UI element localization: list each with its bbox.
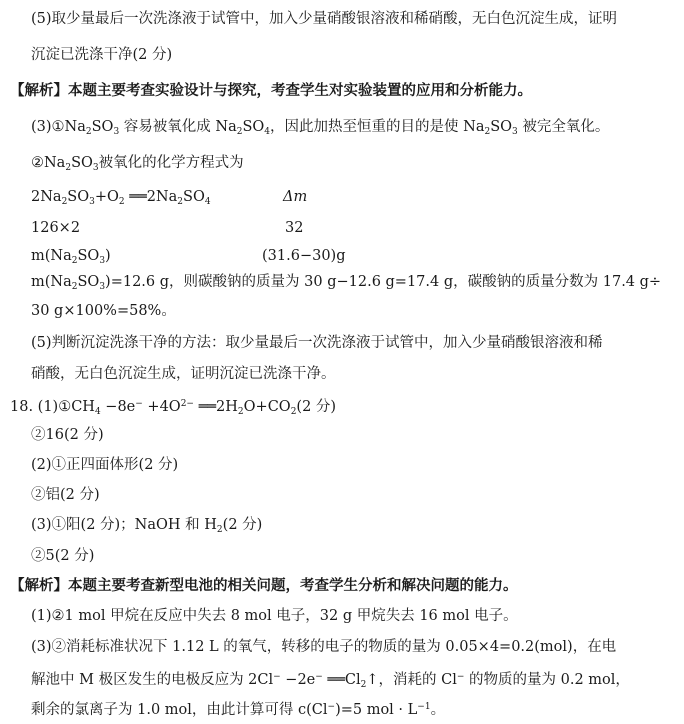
analysis-tag: 【解析】 xyxy=(10,578,68,594)
analysis-text: 本题主要考查新型电池的相关问题，考查学生分析和解决问题的能力。 xyxy=(68,578,518,594)
text-line: (3)①阳(2 分)；NaOH 和 $H_2(2$ 分) xyxy=(31,517,263,535)
text-line: 30 g×100%=58%。 xyxy=(31,303,176,319)
text-line: (5)判断沉淀洗涤干净的方法：取少量最后一次洗涤液于试管中，加入少量硝酸银溶液和稀 xyxy=(31,335,603,351)
question-18-line: 18. $(1)①CH_4 -8e^- +4O^{2-}$ $══2H_2O+CO_2(2$ 分) xyxy=(10,399,337,417)
text-line: 沉淀已洗涤干净(2 分) xyxy=(31,47,173,63)
delta-m-label: Δm xyxy=(283,189,308,205)
text-line: $②Na_2SO_3$被氧化的化学方程式为 xyxy=(31,155,244,173)
text-line: 解池中 M 极区发生的电极反应为 2Cl− −2e− $══Cl_2↑$，消耗的 Cl− 的物质的量为 0.2 mol， xyxy=(31,672,630,690)
text-line: (3)②消耗标准状况下 1.12 L 的氧气，转移的电子的物质的量为 0.05×4=0.2(mol)，在电 xyxy=(31,639,617,655)
analysis-heading xyxy=(10,576,518,596)
text-line: ②16(2 分) xyxy=(31,427,104,443)
text-line: 32 xyxy=(285,220,304,236)
text-line: ②铝(2 分) xyxy=(31,487,100,503)
analysis-tag: 【解析】 xyxy=(10,83,68,99)
analysis-text: 本题主要考查实验设计与探究，考查学生对实验装置的应用和分析能力。 xyxy=(68,83,532,99)
text-line: 硝酸，无白色沉淀生成，证明沉淀已洗涤干净。 xyxy=(31,366,336,382)
text-line: 剩余的氯离子为 1.0 mol，由此计算可得 c(Cl−)=5 mol · $L^{-1}$。 xyxy=(31,702,446,718)
text-line: 126×2 xyxy=(31,220,81,236)
text-line: $m(Na_2SO_3)=12.6$ g，则碳酸钠的质量为 30 g−12.6 g=17.4 g，碳酸钠的质量分数为 17.4 g÷ xyxy=(31,274,662,292)
analysis-heading xyxy=(10,81,532,101)
text-line: $m(Na_2SO_3)$ xyxy=(31,248,111,266)
text-line: (5)取少量最后一次洗涤液于试管中，加入少量硝酸银溶液和稀硝酸，无白色沉淀生成，证明 xyxy=(31,11,618,27)
text-line: (31.6−30)g xyxy=(262,248,346,264)
text-line: $(3)①Na_2SO_3$ 容易被氧化成 $Na_2SO_4$，因此加热至恒重的目的是使 $Na_2SO_3$ 被完全氧化。 xyxy=(31,119,610,137)
chemical-equation: $2Na_2SO_3+O_2$ $══2Na_2SO_4$ xyxy=(31,189,211,207)
text-line: ②5(2 分) xyxy=(31,548,95,564)
text-line: (2)①正四面体形(2 分) xyxy=(31,457,179,473)
text-line: (1)②1 mol 甲烷在反应中失去 8 mol 电子，32 g 甲烷失去 16 mol 电子。 xyxy=(31,608,518,624)
